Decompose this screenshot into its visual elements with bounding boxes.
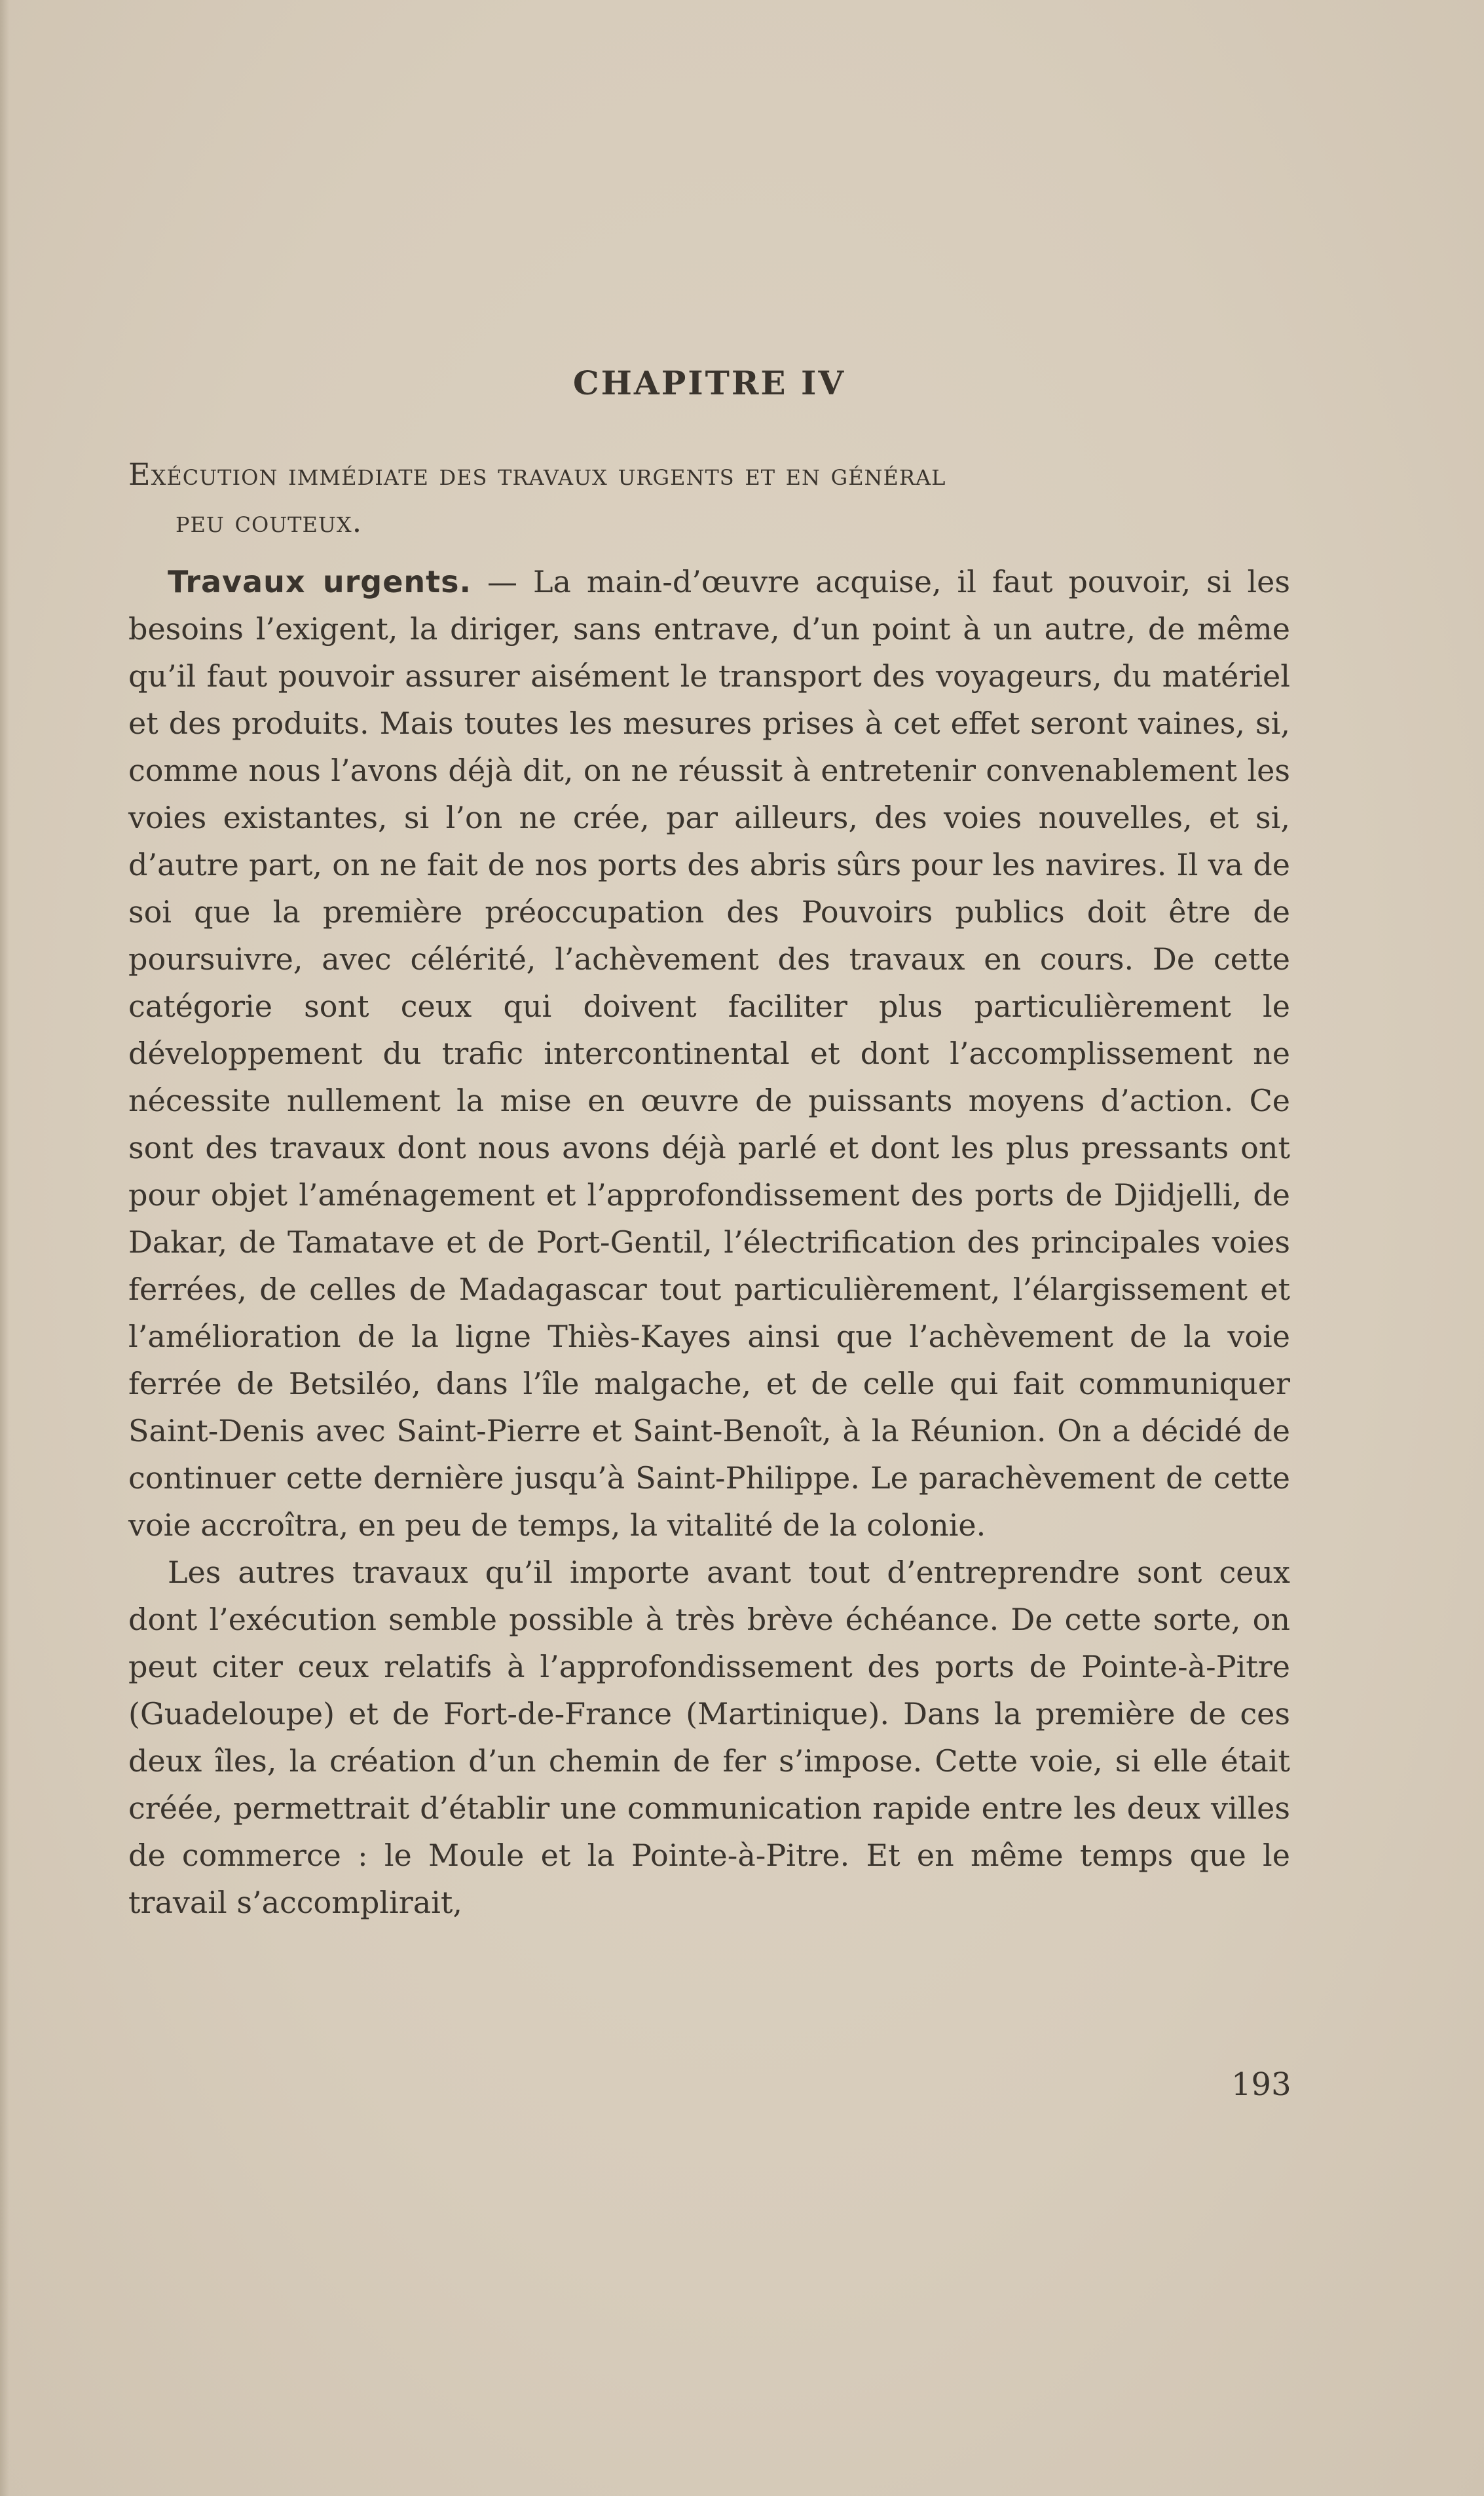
section-heading-line-2: peu couteux. (176, 504, 363, 539)
paragraph-2 (128, 1549, 1290, 1926)
paragraph-lead-in: Travaux urgents. (168, 564, 472, 599)
chapter-title: CHAPITRE IV (572, 364, 846, 402)
section-heading (128, 451, 1290, 545)
body-text (128, 558, 1290, 1926)
paragraph-text: — La main-d’œuvre acquise, il faut pouvoir, si les besoins l’exigent, la diriger, sans entrave, d’un point à un autre, de même qu’il faut pouvoir assurer aisément le transport des voyageurs, du matériel et des produits. Mais toutes les mesures prises à cet effet seront vaines, si, comme nous l’avons déjà dit, on ne réussit à entretenir convenablement les voies existantes, si l’on ne crée, par ailleurs, des voies nouvelles, et si, d’autre part, on ne fait de nos ports des abris sûrs pour les navires. Il va de soi que la première préoccupation des Pouvoirs publics doit être de poursuivre, avec célérité, l’achèvement des travaux en cours. De cette catégorie sont ceux qui doivent faciliter plus particulièrement le développement du trafic intercontinental et dont l’accomplissement ne nécessite nullement la mise en œuvre de puissants moyens d’action. Ce sont des travaux dont nous avons déjà parlé et dont les plus pressants ont pour objet l’aménagement et l’approfondissement des ports de Djidjelli, de Dakar, de Tamatave et de Port-Gentil, l’électrification des principales voies ferrées, de celles de Madagascar tout particulièrement, l’élargissement et l’amélioration de la ligne Thiès-Kayes ainsi que l’achèvement de la voie ferrée de Betsiléo, dans l’île malgache, et de celle qui fait communiquer Saint-Denis avec Saint-Pierre et Saint-Benoît, à la Réunion. On a décidé de continuer cette dernière jusqu’à Saint-Philippe. Le parachèvement de cette voie accroîtra, en peu de temps, la vitalité de la colonie. (128, 564, 1290, 1543)
paragraph-1 (128, 558, 1290, 1549)
page-number: 193 (1231, 2066, 1291, 2103)
section-heading-line-1: Exécution immédiate des travaux urgents et en général (128, 457, 946, 492)
paragraph-text: Les autres travaux qu’il importe avant tout d’entreprendre sont ceux dont l’exécution semble possible à très brève échéance. De cette sorte, on peut citer ceux relatifs à l’approfondissement des ports de Pointe-à-Pitre (Guadeloupe) et de Fort-de-France (Martinique). Dans la première de ces deux îles, la création d’un chemin de fer s’impose. Cette voie, si elle était créée, permettrait d’établir une communication rapide entre les deux villes de commerce : le Moule et la Pointe-à-Pitre. Et en même temps que le travail s’accomplirait, (128, 1555, 1290, 1920)
page-binding-edge (0, 0, 9, 2496)
